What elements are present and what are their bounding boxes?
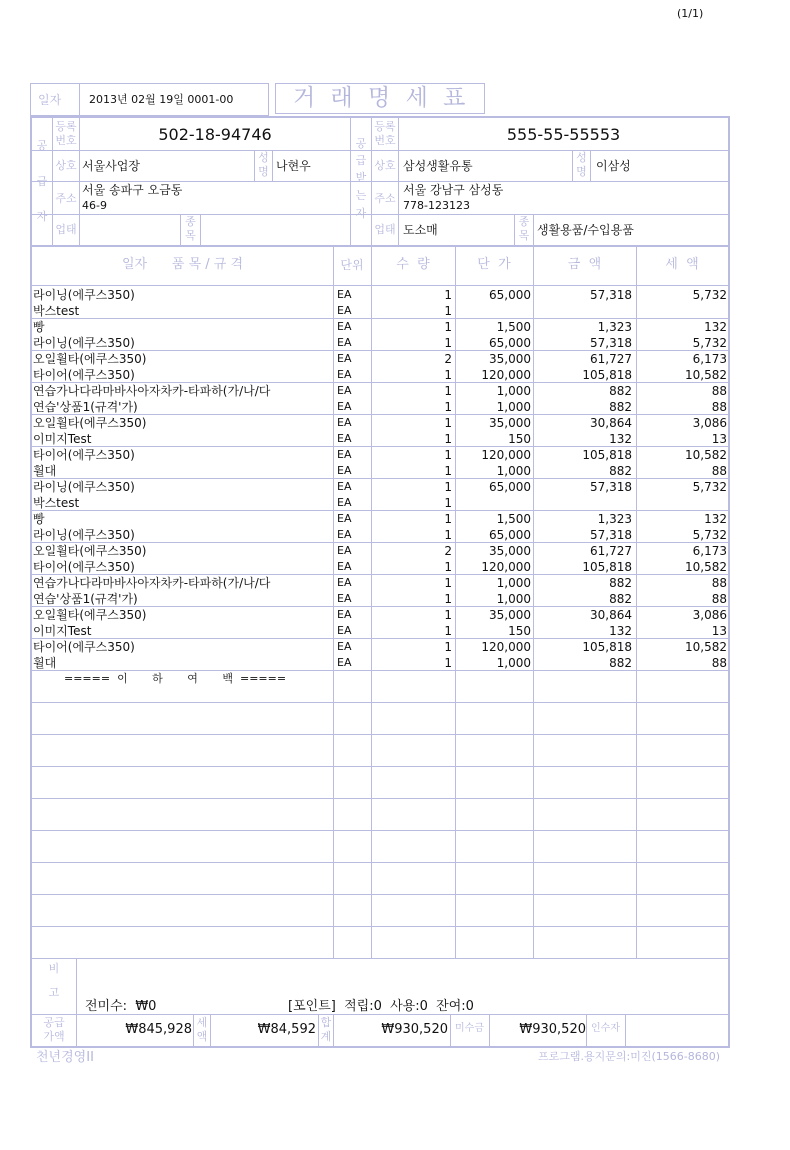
tax-label-2: 액 <box>196 1030 208 1043</box>
footer-contact: 프로그램.용지문의:미진(1566-8680) <box>537 1050 720 1063</box>
receiver-addr-line1: 서울 강남구 삼성동 <box>403 183 504 197</box>
cell-tax: 6,173 <box>692 352 727 366</box>
cell-price: 65,000 <box>489 336 531 350</box>
receiver-biz-label: 업태 <box>374 223 396 236</box>
cell-tax: 88 <box>711 400 727 414</box>
cell-item: 박스test <box>33 496 80 510</box>
tax-label-1: 세 <box>196 1016 208 1029</box>
receiver-addr-line2: 778-123123 <box>403 199 470 212</box>
receiver-side-label-4: 는 <box>355 189 367 202</box>
header-price: 단 가 <box>477 257 511 272</box>
cell-amount: 57,318 <box>590 528 632 542</box>
supplier-rep-label-1: 성 <box>258 151 269 164</box>
unpaid-amount: ₩930,520 <box>519 1022 586 1037</box>
end-of-items-marker: ===== 이 하 여 백 ===== <box>64 672 287 685</box>
cell-tax: 5,732 <box>692 480 727 494</box>
cell-price: 65,000 <box>489 480 531 494</box>
cell-qty: 1 <box>444 432 452 446</box>
cell-price: 65,000 <box>489 288 531 302</box>
cell-unit: EA <box>337 416 352 429</box>
cell-item: 빵 <box>33 512 45 526</box>
cell-unit: EA <box>337 560 352 573</box>
cell-qty: 1 <box>444 528 452 542</box>
supplier-item-label-1: 종 <box>185 215 196 228</box>
cell-tax: 5,732 <box>692 288 727 302</box>
receiver-rep-label-1: 성 <box>576 151 587 164</box>
cell-tax: 88 <box>711 384 727 398</box>
cell-qty: 1 <box>444 368 452 382</box>
cell-qty: 1 <box>444 624 452 638</box>
cell-item: 라이닝(에쿠스350) <box>33 336 135 350</box>
cell-item: 연습가나다라마바사아자차카-타파하(가/나/다 <box>33 576 271 590</box>
cell-unit: EA <box>337 528 352 541</box>
cell-tax: 13 <box>711 624 727 638</box>
cell-unit: EA <box>337 512 352 525</box>
sum-label-2: 계 <box>320 1030 332 1043</box>
receiver-side-label-5: 자 <box>355 207 367 220</box>
cell-amount: 61,727 <box>590 352 632 366</box>
cell-item: 오일휠타(에쿠스350) <box>33 608 147 622</box>
cell-tax: 10,582 <box>685 640 727 654</box>
cell-amount: 105,818 <box>582 640 632 654</box>
cell-amount: 882 <box>609 400 632 414</box>
cell-tax: 10,582 <box>685 560 727 574</box>
cell-amount: 105,818 <box>582 368 632 382</box>
cell-amount: 30,864 <box>590 416 632 430</box>
cell-price: 1,000 <box>496 464 531 478</box>
cell-amount: 57,318 <box>590 288 632 302</box>
receiver-rep: 이삼성 <box>596 159 631 173</box>
cell-qty: 1 <box>444 496 452 510</box>
cell-amount: 882 <box>609 656 632 670</box>
supplier-side-label-3: 자 <box>36 210 48 223</box>
supplier-biz-label: 업태 <box>55 223 77 236</box>
cell-qty: 1 <box>444 320 452 334</box>
cell-qty: 1 <box>444 576 452 590</box>
supplier-name: 서울사업장 <box>82 159 140 173</box>
previous-balance: 전미수: ₩0 <box>85 999 157 1014</box>
page-number: (1/1) <box>677 7 704 20</box>
cell-qty: 1 <box>444 304 452 318</box>
cell-amount: 882 <box>609 576 632 590</box>
cell-tax: 6,173 <box>692 544 727 558</box>
footer-brand: 천년경영II <box>36 1050 94 1065</box>
cell-qty: 1 <box>444 656 452 670</box>
cell-price: 1,000 <box>496 592 531 606</box>
cell-item: 타이어(에쿠스350) <box>33 640 135 654</box>
cell-unit: EA <box>337 640 352 653</box>
receiver-name: 삼성생활유통 <box>403 159 473 173</box>
cell-qty: 1 <box>444 608 452 622</box>
cell-amount: 105,818 <box>582 560 632 574</box>
receiver-reg-label-1: 등록 <box>374 120 396 133</box>
cell-item: 이미지Test <box>33 624 92 638</box>
cell-tax: 3,086 <box>692 608 727 622</box>
cell-item: 휠대 <box>33 656 57 670</box>
header-tax: 세 액 <box>665 257 699 272</box>
cell-amount: 30,864 <box>590 608 632 622</box>
cell-amount: 57,318 <box>590 336 632 350</box>
receiver-biz-item: 생활용품/수입용품 <box>537 223 634 237</box>
supplier-reg-no: 502-18-94746 <box>158 125 272 144</box>
supplier-addr-line1: 서울 송파구 오금동 <box>82 183 183 197</box>
cell-qty: 1 <box>444 384 452 398</box>
tax-amount: ₩84,592 <box>257 1022 316 1037</box>
cell-unit: EA <box>337 336 352 349</box>
cell-tax: 132 <box>704 320 727 334</box>
cell-qty: 1 <box>444 400 452 414</box>
cell-amount: 132 <box>609 432 632 446</box>
remarks-label-1: 비 <box>48 962 60 975</box>
supplier-addr-label: 주소 <box>55 192 77 205</box>
cell-amount: 61,727 <box>590 544 632 558</box>
receiver-biz-type: 도소매 <box>403 223 438 237</box>
cell-item: 오일휠타(에쿠스350) <box>33 352 147 366</box>
supplier-name-label: 상호 <box>55 159 77 172</box>
cell-qty: 1 <box>444 464 452 478</box>
cell-price: 35,000 <box>489 416 531 430</box>
cell-price: 35,000 <box>489 352 531 366</box>
cell-qty: 1 <box>444 640 452 654</box>
cell-amount: 1,323 <box>597 512 632 526</box>
cell-qty: 2 <box>444 352 452 366</box>
cell-amount: 57,318 <box>590 480 632 494</box>
cell-amount: 1,323 <box>597 320 632 334</box>
cell-tax: 88 <box>711 592 727 606</box>
header-item: 일자 품 목 / 규 격 <box>121 257 244 272</box>
cell-price: 35,000 <box>489 608 531 622</box>
cell-tax: 132 <box>704 512 727 526</box>
remarks-label-2: 고 <box>48 986 60 999</box>
date-value: 2013년 02월 19일 0001-00 <box>89 93 234 106</box>
cell-qty: 1 <box>444 560 452 574</box>
cell-item: 연습가나다라마바사아자차카-타파하(가/나/다 <box>33 384 271 398</box>
cell-tax: 5,732 <box>692 336 727 350</box>
cell-unit: EA <box>337 400 352 413</box>
cell-price: 1,000 <box>496 384 531 398</box>
receiver-side-label-1: 공 <box>355 137 367 150</box>
cell-unit: EA <box>337 624 352 637</box>
cell-item: 타이어(에쿠스350) <box>33 368 135 382</box>
points-summary: [포인트] 적립:0 사용:0 잔여:0 <box>288 999 474 1014</box>
cell-tax: 13 <box>711 432 727 446</box>
cell-qty: 2 <box>444 544 452 558</box>
supplier-side-label-2: 급 <box>36 175 48 188</box>
receiver-item-label-1: 종 <box>518 215 530 228</box>
receiver-name-label: 상호 <box>374 159 396 172</box>
cell-item: 타이어(에쿠스350) <box>33 448 135 462</box>
supplier-rep: 나현우 <box>276 159 311 173</box>
cell-unit: EA <box>337 288 352 301</box>
cell-item: 연습'상품1(규격'가) <box>33 400 138 414</box>
date-label: 일자 <box>38 93 62 107</box>
supplier-reg-label-2: 번호 <box>55 134 77 147</box>
cell-qty: 1 <box>444 416 452 430</box>
cell-amount: 882 <box>609 592 632 606</box>
unpaid-label: 미수금 <box>455 1023 484 1034</box>
cell-unit: EA <box>337 432 352 445</box>
receiver-addr-label: 주소 <box>374 192 396 205</box>
supply-label-1: 공급 <box>43 1016 65 1029</box>
cell-item: 이미지Test <box>33 432 92 446</box>
cell-price: 1,500 <box>496 320 531 334</box>
cell-amount: 132 <box>609 624 632 638</box>
header-qty: 수 량 <box>396 257 430 272</box>
cell-unit: EA <box>337 544 352 557</box>
cell-unit: EA <box>337 480 352 493</box>
cell-price: 120,000 <box>481 448 531 462</box>
cell-item: 오일휠타(에쿠스350) <box>33 416 147 430</box>
cell-tax: 88 <box>711 576 727 590</box>
supplier-reg-label-1: 등록 <box>55 120 77 133</box>
cell-unit: EA <box>337 496 352 509</box>
receiver-rep-label-2: 명 <box>576 165 587 178</box>
supplier-item-label-2: 목 <box>185 229 196 242</box>
header-unit: 단위 <box>340 258 364 272</box>
cell-qty: 1 <box>444 336 452 350</box>
supplier-side-label-1: 공 <box>36 139 48 152</box>
cell-tax: 88 <box>711 656 727 670</box>
cell-unit: EA <box>337 608 352 621</box>
cell-price: 120,000 <box>481 640 531 654</box>
cell-unit: EA <box>337 384 352 397</box>
cell-item: 라이닝(에쿠스350) <box>33 288 135 302</box>
cell-unit: EA <box>337 368 352 381</box>
cell-unit: EA <box>337 576 352 589</box>
cell-unit: EA <box>337 304 352 317</box>
cell-item: 라이닝(에쿠스350) <box>33 480 135 494</box>
supplier-rep-label-2: 명 <box>258 165 269 178</box>
sum-label-1: 합 <box>320 1016 332 1029</box>
supply-label-2: 가액 <box>43 1030 65 1043</box>
cell-price: 1,000 <box>496 656 531 670</box>
receiver-reg-label-2: 번호 <box>374 134 396 147</box>
cell-unit: EA <box>337 464 352 477</box>
cell-price: 1,000 <box>496 400 531 414</box>
sum-amount: ₩930,520 <box>381 1022 448 1037</box>
cell-price: 65,000 <box>489 528 531 542</box>
cell-item: 빵 <box>33 320 45 334</box>
cell-price: 1,500 <box>496 512 531 526</box>
cell-price: 150 <box>508 432 531 446</box>
cell-qty: 1 <box>444 480 452 494</box>
document-title: 거 래 명 세 표 <box>293 85 470 111</box>
cell-qty: 1 <box>444 288 452 302</box>
receiver-reg-no: 555-55-55553 <box>506 125 621 144</box>
cell-tax: 10,582 <box>685 368 727 382</box>
cell-qty: 1 <box>444 592 452 606</box>
cell-amount: 882 <box>609 464 632 478</box>
cell-price: 150 <box>508 624 531 638</box>
cell-unit: EA <box>337 592 352 605</box>
header-amount: 금 액 <box>567 257 602 272</box>
cell-item: 박스test <box>33 304 80 318</box>
cell-price: 120,000 <box>481 560 531 574</box>
cell-price: 35,000 <box>489 544 531 558</box>
supplier-addr-line2: 46-9 <box>82 199 107 212</box>
cell-item: 연습'상품1(규격'가) <box>33 592 138 606</box>
cell-amount: 105,818 <box>582 448 632 462</box>
cell-tax: 5,732 <box>692 528 727 542</box>
cell-price: 1,000 <box>496 576 531 590</box>
cell-amount: 882 <box>609 384 632 398</box>
cell-unit: EA <box>337 320 352 333</box>
cell-unit: EA <box>337 656 352 669</box>
cell-tax: 3,086 <box>692 416 727 430</box>
supply-amount: ₩845,928 <box>125 1022 192 1037</box>
receiver-side-label-2: 급 <box>355 154 367 167</box>
cell-item: 휠대 <box>33 464 57 478</box>
cell-tax: 88 <box>711 464 727 478</box>
receiver-item-label-2: 목 <box>518 229 530 242</box>
cell-qty: 1 <box>444 448 452 462</box>
cell-item: 오일휠타(에쿠스350) <box>33 544 147 558</box>
cell-unit: EA <box>337 448 352 461</box>
receiver-side-label-3: 받 <box>355 171 367 184</box>
cell-price: 120,000 <box>481 368 531 382</box>
cell-item: 타이어(에쿠스350) <box>33 560 135 574</box>
cell-unit: EA <box>337 352 352 365</box>
cell-item: 라이닝(에쿠스350) <box>33 528 135 542</box>
receiver-sign-label: 인수자 <box>591 1023 620 1034</box>
cell-tax: 10,582 <box>685 448 727 462</box>
cell-qty: 1 <box>444 512 452 526</box>
